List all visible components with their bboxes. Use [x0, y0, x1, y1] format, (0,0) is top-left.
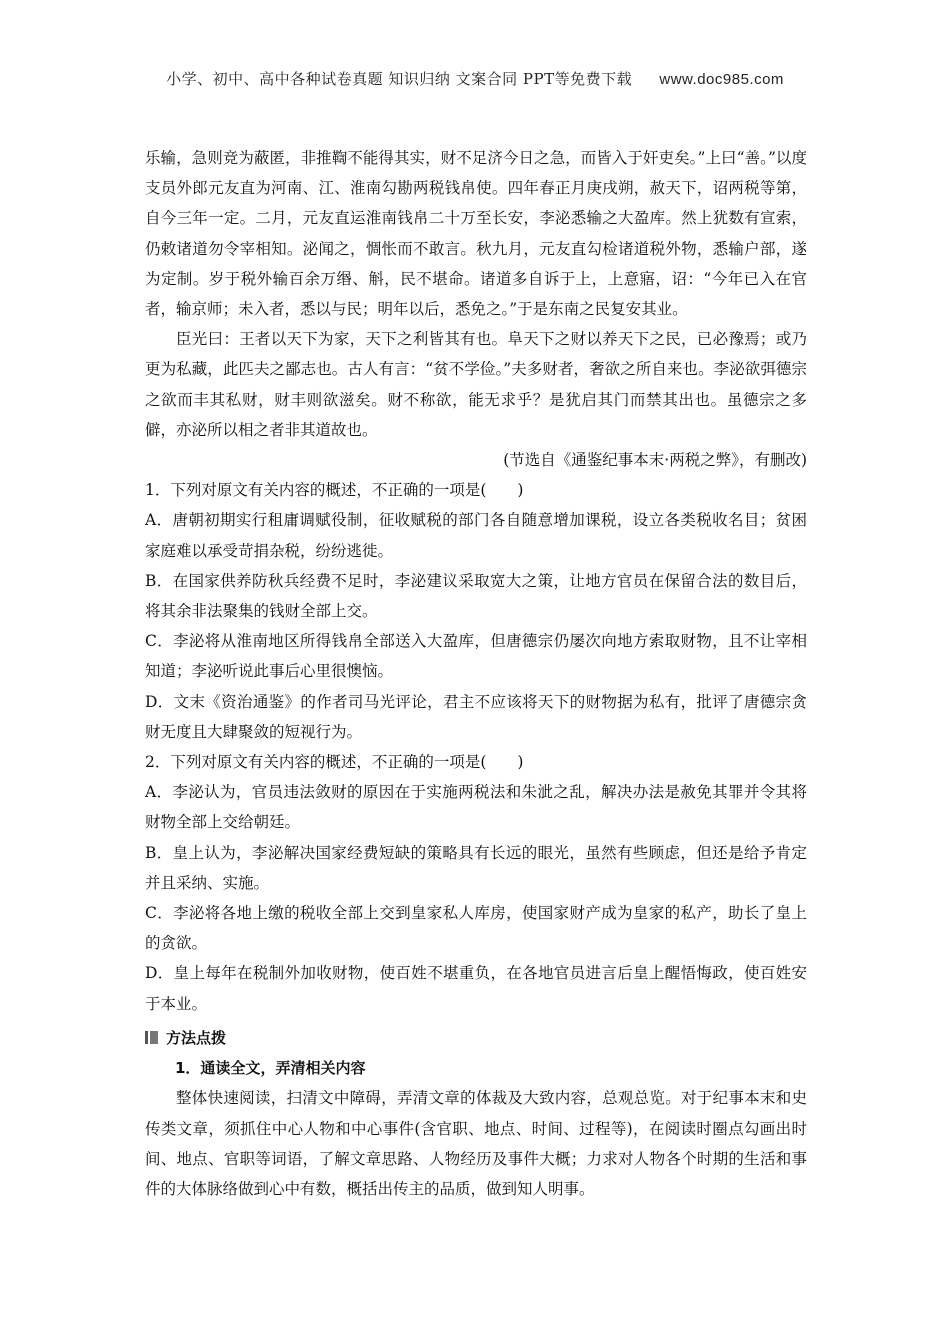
question-1-option-b: B．在国家供养防秋兵经费不足时，李泌建议采取宽大之策，让地方官员在保留合法的数目后，将其余非法聚集的钱财全部上交。: [145, 571, 807, 621]
passage-source: (节选自《通鉴纪事本末·两税之弊》，有删改): [503, 451, 807, 470]
question-1-option-d: D．文末《资治通鉴》的作者司马光评论，君主不应该将天下的财物据为私有，批评了唐德宗贪财无度且大肆聚敛的短视行为。: [145, 692, 807, 741]
question-2-option-c: C．李泌将各地上缴的税收全部上交到皇家私人库房，使国家财产成为皇家的私产，助长了皇上的贪欲。: [145, 904, 807, 953]
question-2-option-d: D．皇上每年在税制外加收财物，使百姓不堪重负，在各地官员进言后皇上醒悟悔政，使百姓安于本业。: [145, 964, 807, 1013]
header-url[interactable]: www.doc985.com: [659, 71, 784, 88]
section-marker-icon: [145, 1031, 158, 1044]
page-header: [0, 68, 950, 89]
question-2-stem: 2．下列对原文有关内容的概述，不正确的一项是( ): [145, 753, 524, 772]
document-body: [145, 143, 807, 1204]
passage-paragraph-2: 臣光曰：王者以天下为家，天下之利皆其有也。阜天下之财以养天下之民，已必豫焉；或乃更为私藏，此匹夫之鄙志也。古人有言：“贫不学俭。”夫多财者，奢欲之所自来也。李泌欲弭德宗之欲而丰其私财，财丰则欲滋矣。财不称欲，能无求乎？是犹启其门而禁其出也。虽德宗之多僻，亦泌所以相之者非其道故也。: [145, 330, 807, 439]
method-section-title: [145, 1023, 807, 1053]
question-2-option-a: A．李泌认为，官员违法敛财的原因在于实施两税法和朱泚之乱，解决办法是赦免其罪并令其将财物全部上交给朝廷。: [145, 783, 807, 832]
question-1-option-a: A．唐朝初期实行租庸调赋役制，征收赋税的部门各自随意增加课税，设立各类税收名目；贫困家庭难以承受苛捐杂税，纷纷逃徙。: [145, 511, 807, 560]
method-body: 整体快速阅读，扫清文中障碍，弄清文章的体裁及大致内容，总观总览。对于纪事本末和史传类文章，须抓住中心人物和中心事件(含官职、地点、时间、过程等)，在阅读时圈点勾画出时间、地点、官职等词语，了解文章思路、人物经历及事件大概；力求对人物各个时期的生活和事件的大体脉络做到心中有数，概括出传主的品质，做到知人明事。: [145, 1089, 807, 1198]
method-title-text: 方法点拨: [166, 1028, 227, 1047]
method-subheading: 1．通读全文，弄清相关内容: [175, 1059, 366, 1078]
passage-paragraph-1: 乐输，急则竞为蔽匿，非推鞫不能得其实，财不足济今日之急，而皆入于奸吏矣。”上曰“善。”以度支员外郎元友直为河南、江、淮南勾勘两税钱帛使。四年春正月庚戌朔，赦天下，诏两税等第，自今三年一定。二月，元友直运淮南钱帛二十万至长安，李泌悉输之大盈库。然上犹数有宣索，仍敕诸道勿令宰相知。泌闻之，惆怅而不敢言。秋九月，元友直勾检诸道税外物，悉输户部，遂为定制。岁于税外输百余万缗、斛，民不堪命。诸道多自诉于上，上意寤，诏：“今年已入在官者，输京师；未入者，悉以与民；明年以后，悉免之。”于是东南之民复安其业。: [145, 149, 807, 319]
question-1-option-c: C．李泌将从淮南地区所得钱帛全部送入大盈库，但唐德宗仍屡次向地方索取财物，且不让宰相知道；李泌听说此事后心里很懊恼。: [145, 632, 807, 681]
question-2-option-b: B．皇上认为，李泌解决国家经费短缺的策略具有长远的眼光，虽然有些顾虑，但还是给予肯定并且采纳、实施。: [145, 843, 807, 892]
header-text: 小学、初中、高中各种试卷真题 知识归纳 文案合同 PPT等免费下载: [166, 70, 633, 88]
question-1-stem: 1．下列对原文有关内容的概述，不正确的一项是( ): [145, 481, 524, 500]
